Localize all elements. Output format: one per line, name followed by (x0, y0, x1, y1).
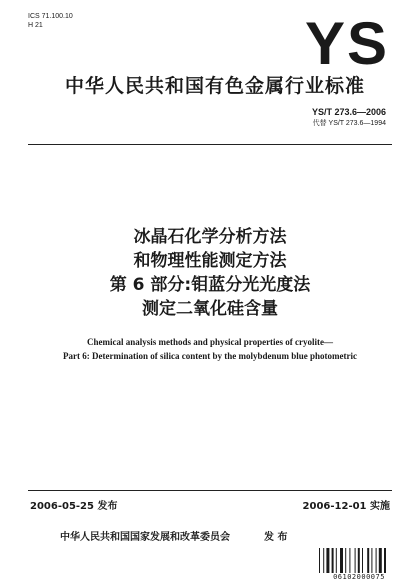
barcode-bar (332, 548, 334, 573)
footer-divider (28, 490, 392, 491)
barcode-number: 06102000075 (333, 573, 385, 581)
issuer-name: 中华人民共和国国家发展和改革委员会 (60, 532, 230, 543)
standard-type-heading: 中华人民共和国有色金属行业标准 (64, 75, 365, 97)
standard-number: YS/T 273.6—2006 (311, 107, 386, 117)
barcode-bar (384, 548, 386, 573)
barcode-bar (326, 548, 329, 573)
barcode-bar (345, 548, 346, 573)
barcode-bars (318, 548, 400, 573)
barcode (318, 548, 400, 576)
title-en-line-1: Chemical analysis methods and physical properties of cryolite— (86, 337, 334, 347)
title-cn-line-4: 测定二氧化硅含量 (142, 299, 278, 319)
issuing-authority (60, 528, 287, 543)
title-cn-line-1: 冰晶石化学分析方法 (133, 227, 287, 247)
barcode-bar (323, 548, 324, 573)
title-en-line-2: Part 6: Determination of silica content by the molybdenum blue photometric (63, 351, 357, 361)
ccs-code: H 21 (28, 22, 43, 29)
replaces-standard: 代替 YS/T 273.6—1994 (312, 120, 386, 127)
barcode-bar (336, 548, 337, 573)
title-cn-line-3: 第 6 部分:钼蓝分光光度法 (109, 275, 311, 295)
barcode-bar (340, 548, 343, 573)
barcode-bar (319, 548, 320, 573)
header-divider (28, 144, 392, 145)
barcode-bar (358, 548, 360, 573)
issuer-action: 发 布 (264, 532, 288, 543)
barcode-bar (379, 548, 382, 573)
barcode-bar (371, 548, 372, 573)
implementation-date: 2006-12-01 实施 (302, 501, 390, 512)
barcode-bar (376, 548, 377, 573)
barcode-bar (349, 548, 350, 573)
ys-logo (292, 14, 402, 70)
ics-classification (28, 12, 73, 30)
ys-logo-text: YS (304, 14, 390, 70)
ics-code: ICS 71.100.10 (28, 13, 73, 20)
barcode-bar (355, 548, 356, 573)
barcode-bar (367, 548, 369, 573)
publish-date: 2006-05-25 发布 (30, 501, 118, 512)
barcode-bar (362, 548, 363, 573)
title-cn-line-2: 和物理性能测定方法 (133, 251, 287, 271)
ys-logo-mark (292, 14, 402, 70)
